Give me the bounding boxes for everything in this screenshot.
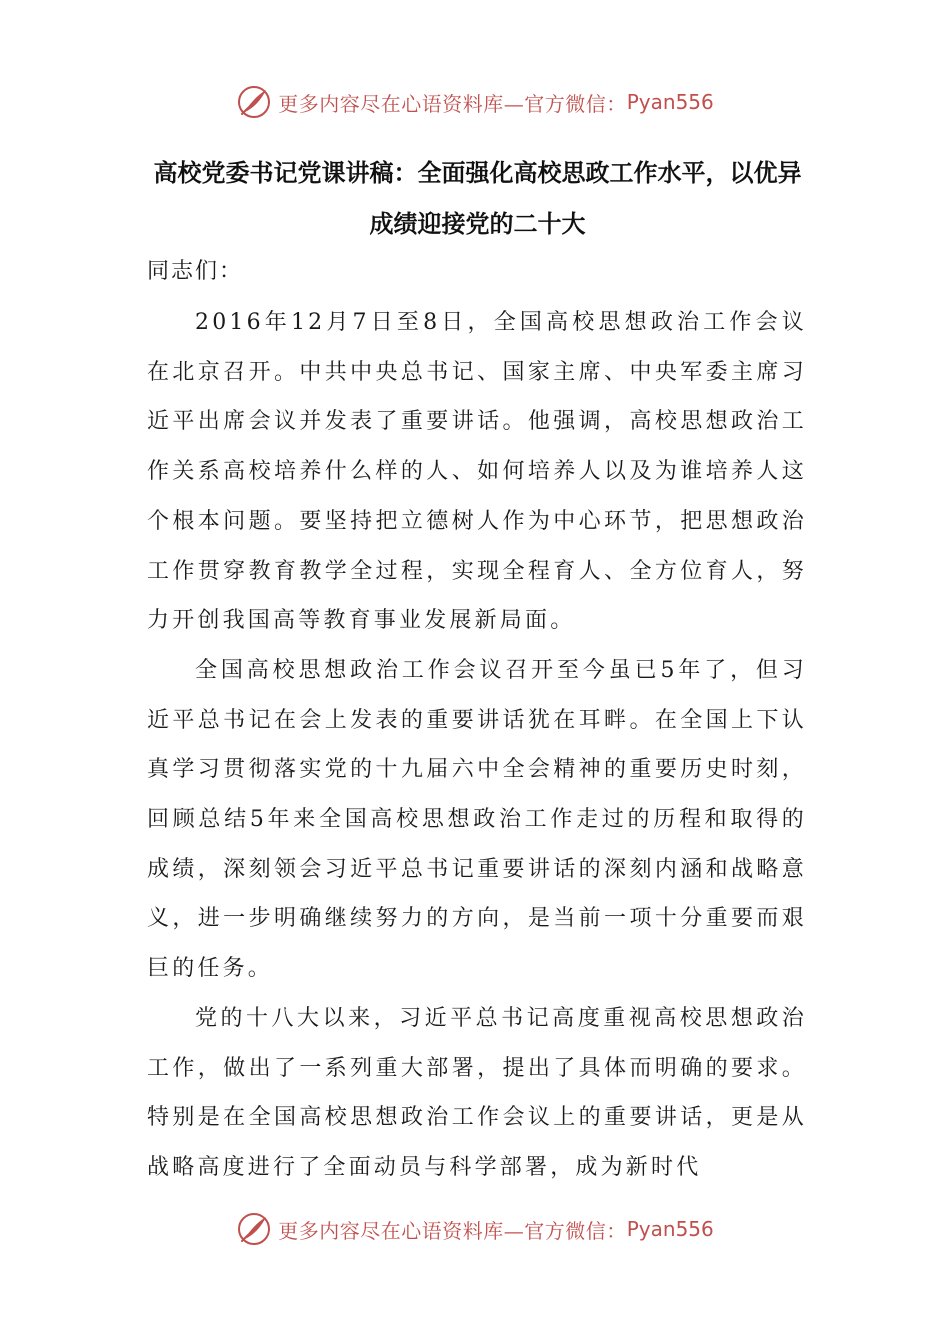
paragraph: 全国高校思想政治工作会议召开至今虽已5年了，但习近平总书记在会上发表的重要讲话犹在耳畔。在全国上下认真学习贯彻落实党的十九届六中全会精神的重要历史时刻，回顾总结5年来全国高校思想政治工作走过的历程和取得的成绩，深刻领会习近平总书记重要讲话的深刻内涵和战略意义，进一步明确继续努力的方向，是当前一项十分重要而艰巨的任务。: [147, 657, 807, 982]
banner-wechat-id: Pyan556: [626, 1217, 714, 1241]
banner-text: 更多内容尽在心语资料库—官方微信：: [278, 91, 627, 116]
footer-watermark-banner: [0, 1209, 950, 1249]
paragraph: 党的十八大以来，习近平总书记高度重视高校思想政治工作，做出了一系列重大部署，提出了具体而明确的要求。特别是在全国高校思想政治工作会议上的重要讲话，更是从战略高度进行了全面动员与科学部署，成为新时代: [147, 1005, 807, 1180]
document-title: 高校党委书记党课讲稿：全面强化高校思政工作水平，以优异成绩迎接党的二十大: [153, 159, 802, 238]
quill-pen-logo-icon: [236, 1211, 272, 1247]
paragraph: 2016年12月7日至8日，全国高校思想政治工作会议在北京召开。中共中央总书记、国家主席、中央军委主席习近平出席会议并发表了重要讲话。他强调，高校思想政治工作关系高校培养什么样的人、如何培养人以及为谁培养人这个根本问题。要坚持把立德树人作为中心环节，把思想政治工作贯穿教育教学全过程，实现全程育人、全方位育人，努力开创我国高等教育事业发展新局面。: [147, 310, 807, 634]
document-body: [147, 298, 807, 1193]
quill-pen-logo-icon: [236, 84, 272, 120]
header-watermark-banner: [0, 82, 950, 122]
banner-text: 更多内容尽在心语资料库—官方微信：: [278, 1218, 627, 1243]
banner-wechat-id: Pyan556: [626, 90, 714, 114]
salutation: 同志们：: [147, 259, 244, 284]
